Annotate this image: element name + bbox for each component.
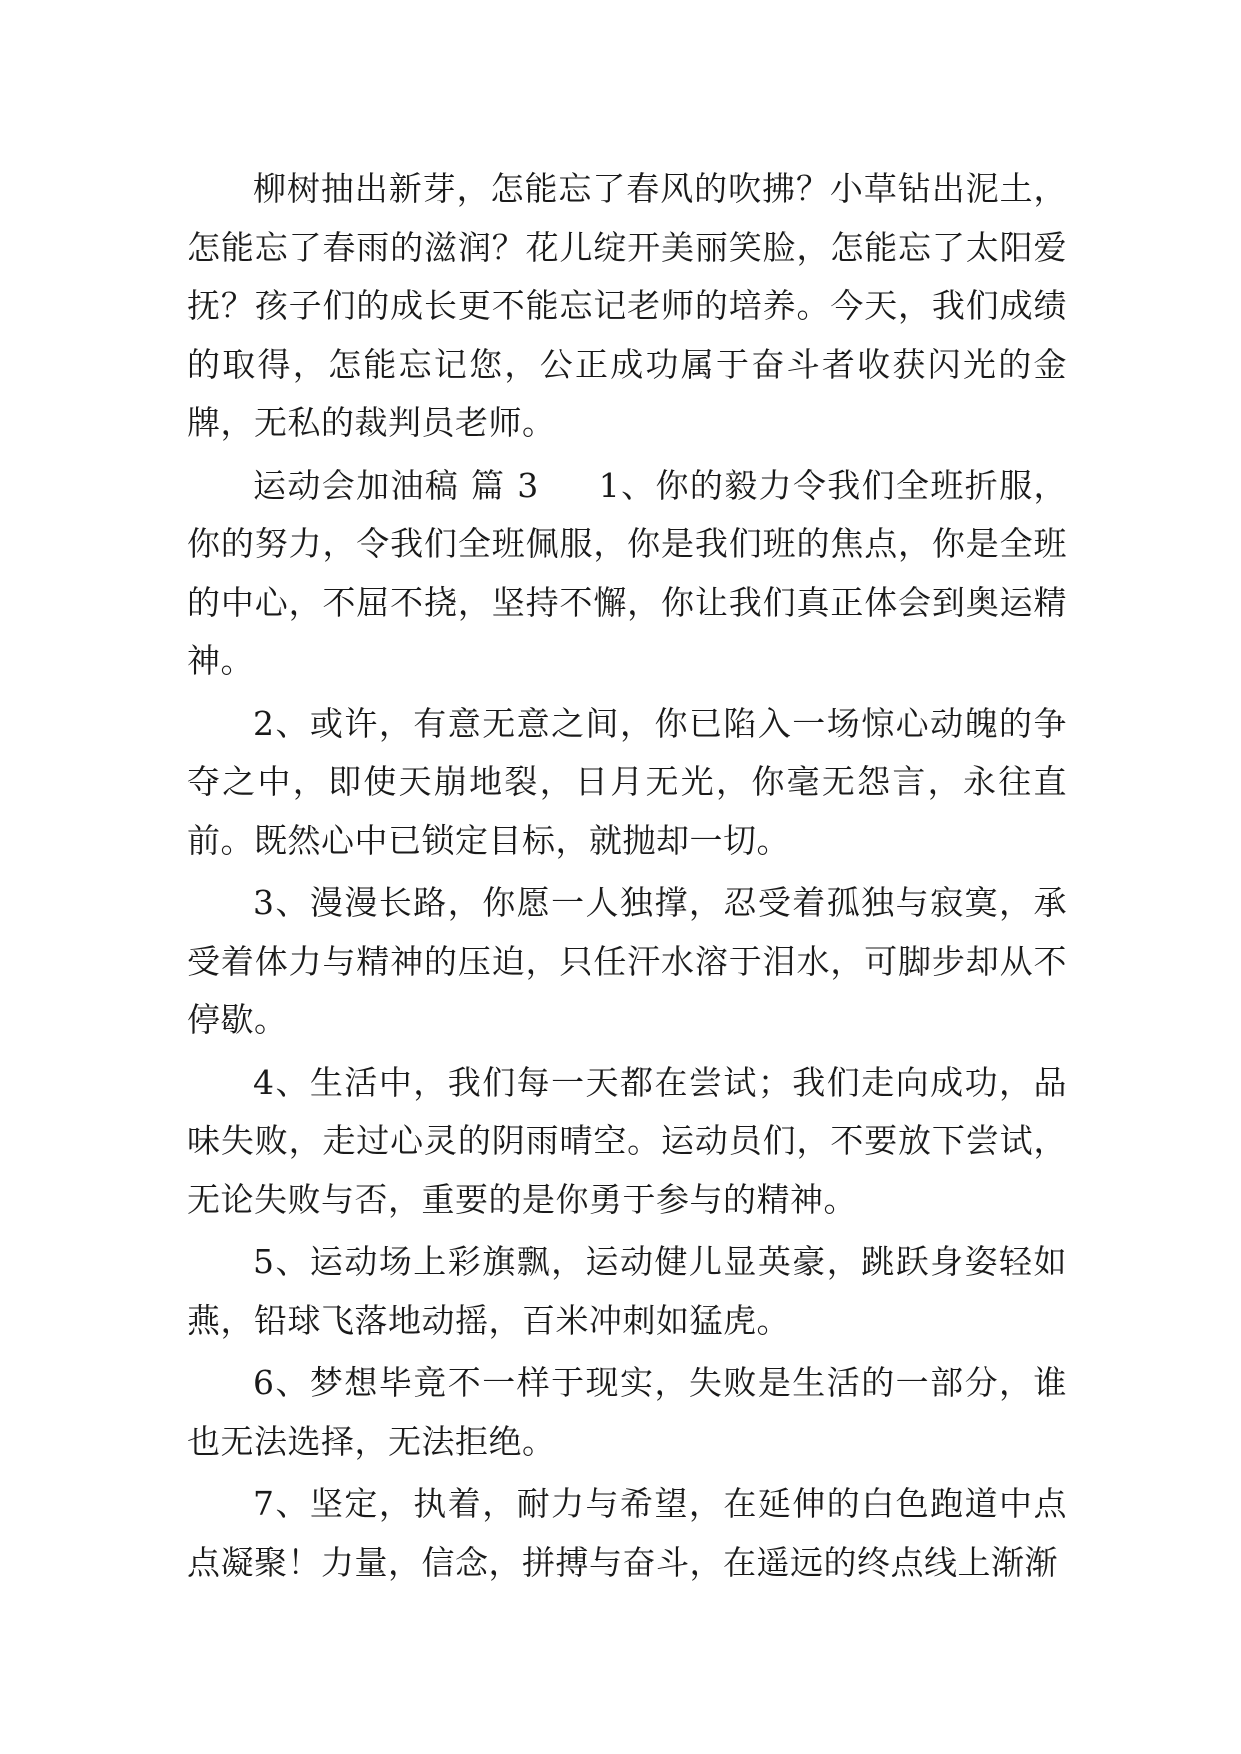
item-4-paragraph: 4、生活中，我们每一天都在尝试；我们走向成功，品味失败，走过心灵的阴雨晴空。运动员们，不要放下尝试，无论失败与否，重要的是你勇于参与的精神。 [187,1062,1067,1219]
item-3-paragraph: 3、漫漫长路，你愿一人独撑，忍受着孤独与寂寞，承受着体力与精神的压迫，只任汗水溶于泪水，可脚步却从不停歇。 [187,883,1067,1039]
item-5-paragraph: 5、运动场上彩旗飘，运动健儿显英豪，跳跃身姿轻如燕，铅球飞落地动摇，百米冲刺如猛虎。 [187,1242,1067,1340]
section-paragraph [187,457,1067,691]
item-7-paragraph: 7、坚定，执着，耐力与希望，在延伸的白色跑道中点点凝聚！力量，信念，拼搏与奋斗，在遥远的终点线上渐渐 [187,1484,1067,1582]
section-title: 运动会加油稿 篇 3 [253,465,539,505]
item-2-paragraph: 2、或许，有意无意之间，你已陷入一场惊心动魄的争夺之中，即使天崩地裂，日月无光，你毫无怨言，永往直前。既然心中已锁定目标，就抛却一切。 [187,703,1067,860]
document-body [187,160,1067,1594]
item-1-text: 1、你的毅力令我们全班折服，你的努力，令我们全班佩服，你是我们班的焦点，你是全班的中心，不屈不挠，坚持不懈，你让我们真正体会到奥运精神。 [187,465,1067,680]
item-6-paragraph: 6、梦想毕竟不一样于现实，失败是生活的一部分，谁也无法选择，无法拒绝。 [187,1363,1067,1461]
paragraph-intro: 柳树抽出新芽，怎能忘了春风的吹拂？小草钻出泥土，怎能忘了春雨的滋润？花儿绽开美丽笑脸，怎能忘了太阳爱抚？孩子们的成长更不能忘记老师的培养。今天，我们成绩的取得，怎能忘记您，公正成功属于奋斗者收获闪光的金牌，无私的裁判员老师。 [187,169,1067,442]
